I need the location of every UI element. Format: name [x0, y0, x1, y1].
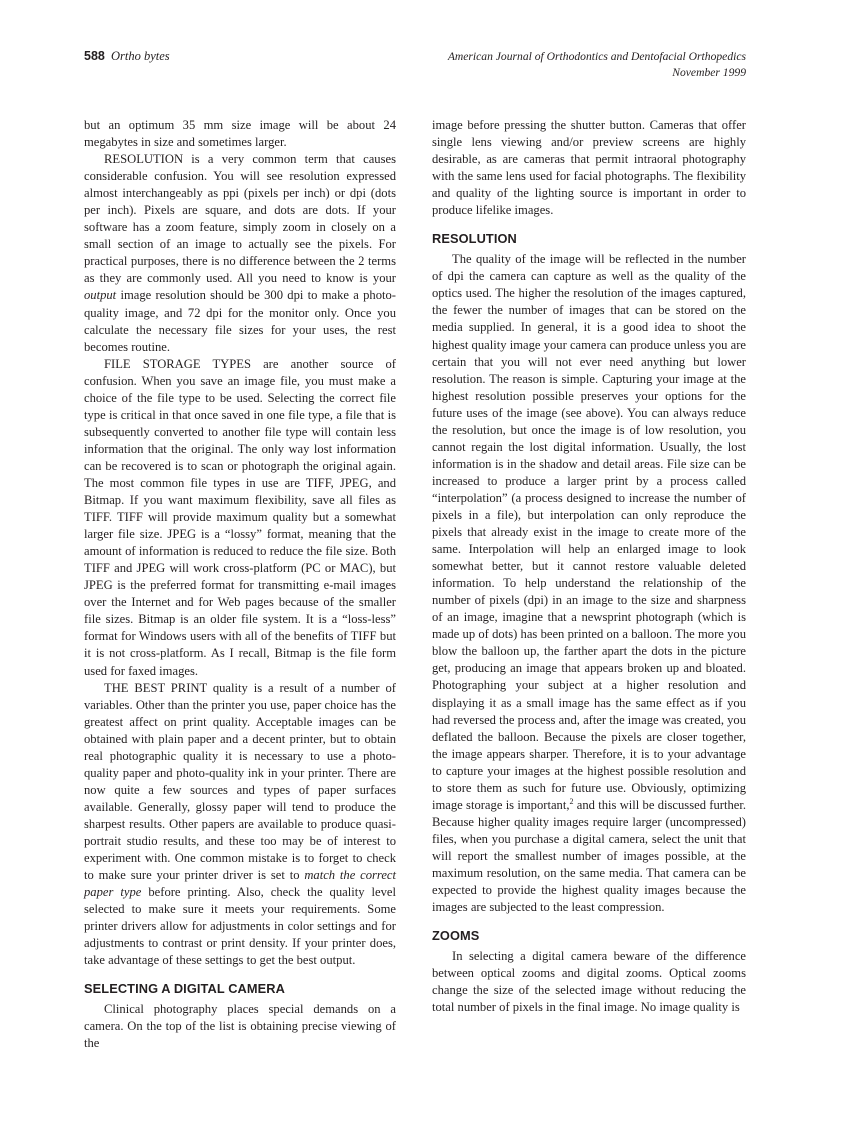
text-run: THE BEST PRINT quality is a result of a number of variables. Other than the printer you use, paper choice has the greatest affect on print quality. Acceptable images can be obtained with plain paper and a decent printer, but to obtain real photographic quality it is necessary to use a photo-quality paper and photo-quality ink in your printer. There are now quite a few sources and types of paper surfaces available. Generally, glossy paper will tend to produce the sharpest results. Other papers are available to produce quasi-portrait studio results, and these too may be of interest to experiment with. One common mistake is to forget to check to make sure your printer driver is set to — [84, 680, 396, 883]
text-run: before printing. Also, check the quality level selected to make sure it meets your requirements. Some printer drivers allow for adjustments in color settings and for adjustments to contrast or print density. If your printer does, take advantage of these settings to get the best output. — [84, 885, 396, 968]
footnote-ref[interactable]: 2 — [569, 796, 574, 806]
section-title: Ortho bytes — [110, 49, 170, 63]
running-head — [84, 49, 746, 89]
heading-zooms: ZOOMS — [432, 928, 480, 944]
emphasis: output — [84, 288, 117, 303]
text-run: image resolution should be 300 dpi to make a photo-quality image, and 72 dpi for the monitor only. Once you calculate the necessary file sizes for your uses, the rest becomes routine. — [84, 288, 396, 354]
emphasis: match the correct paper type — [84, 868, 397, 900]
running-head-right — [448, 49, 746, 81]
text-run: RESOLUTION is a very common term that causes considerable confusion. You will see resolution expressed almost interchangeably as ppi (pixels per inch) or dpi (dots per inch). Pixels are square, and dots are dots. If your software has a zoom feature, simply zoom in closely on a small section of an image to actually see the pixels. For practical purposes, there is no difference between the 2 terms as they are commonly used. All you need to know is your — [84, 152, 396, 286]
heading-resolution: RESOLUTION — [432, 231, 517, 247]
paragraph-best-print — [84, 680, 396, 970]
issue-date: November 1999 — [672, 66, 746, 79]
heading-selecting-camera: SELECTING A DIGITAL CAMERA — [84, 981, 285, 997]
paragraph: In selecting a digital camera beware of the difference between optical zooms and digital zooms. Optical zooms change the size of the selected image without reducing the total number of pixels in the final image. No image quality is — [432, 949, 746, 1015]
right-column — [432, 117, 746, 1016]
left-column — [84, 117, 396, 1052]
paragraph: image before pressing the shutter button. Cameras that offer single lens viewing and/or preview screens are highly desirable, as are cameras that permit intraoral photography with the same lens used for facial photographs. The flexibility and quality of the lighting source is important in order to produce lifelike images. — [432, 118, 746, 218]
page-number: 588 — [84, 49, 105, 63]
paragraph-file-storage: FILE STORAGE TYPES are another source of confusion. When you save an image file, you must make a choice of the file type to be used. Selecting the correct file type is critical in that once saved in one file type, a file that is subsequently converted to another file type will contain less information that the original. The only way lost information can be recovered is to scan or photograph the original again. The most common file types in use are TIFF, JPEG, and Bitmap. If you want maximum flexibility, save all files as TIFF. TIFF will provide maximum quality but a somewhat larger file size. JPEG is a “lossy” format, meaning that the amount of information is reduced to reduce the file size. Both TIFF and JPEG will work cross-platform (PC or MAC), but JPEG is the preferred format for transmitting e-mail images over the Internet and for Web pages because of the smaller file sizes. Bitmap is an older file system. It is a “loss-less” format for Windows users with all of the benefits of TIFF but it is not cross-platform. As I recall, Bitmap is the file form used for faxed images. — [84, 356, 396, 678]
paragraph-resolution — [432, 251, 746, 916]
journal-title: American Journal of Orthodontics and Dentofacial Orthopedics — [447, 50, 746, 63]
running-head-left — [84, 49, 170, 64]
paragraph: but an optimum 35 mm size image will be about 24 megabytes in size and sometimes larger. — [84, 118, 396, 150]
text-run: and this will be discussed further. Because higher quality images require larger (uncompressed) files, when you purchase a digital camera, select the unit that will report the smallest number of images possible, at the maximum resolution, on the same media. That camera can be expected to provide the highest quality images because the images are subjected to the least compression. — [432, 797, 746, 915]
text-run: The quality of the image will be reflected in the number of dpi the camera can capture as well as the quality of the optics used. The higher the resolution of the images captured, the fewer the number of images that can be stored on the media supplied. In general, it is a good idea to shoot the highest quality image your camera can produce unless you are certain that you will not ever need anything but lower resolution. The reason is simple. Capturing your image at the highest resolution possible preserves your options for the future uses of the image (see above). You can always reduce the resolution, but once the image is of low resolution, you cannot regain the lost digital information. Usually, the lost information is in the shadow and detail areas. File size can be increased to produce a larger print by a process called “interpolation” (a process designed to increase the number of pixels in a file), but interpolation can only reproduce the pixels that already exist in the image to create more of the same. Interpolation will help an enlarged image to look somewhat better, but it cannot restore valuable deleted information. To help understand the relationship of the number of pixels (dpi) in an image to the size and sharpness of an image, imagine that a newsprint photograph (which is made up of dots) has been printed on a balloon. The more you blow the balloon up, the farther apart the dots in the picture get, producing an image that appears broken up and bloated. Photographing your subject at a higher resolution and displaying it as a small image has the same effect as if you had reversed the process and, after the image was created, you deflated the balloon. Because the pixels are closer together, the image appears sharper. Therefore, it is to your advantage to capture your images at the highest possible resolution and to store them as such for future use. Obviously, optimizing image storage is important, — [432, 252, 747, 812]
paragraph: Clinical photography places special demands on a camera. On the top of the list is obtaining precise viewing of the — [84, 1002, 396, 1051]
paragraph-resolution-intro — [84, 151, 396, 356]
